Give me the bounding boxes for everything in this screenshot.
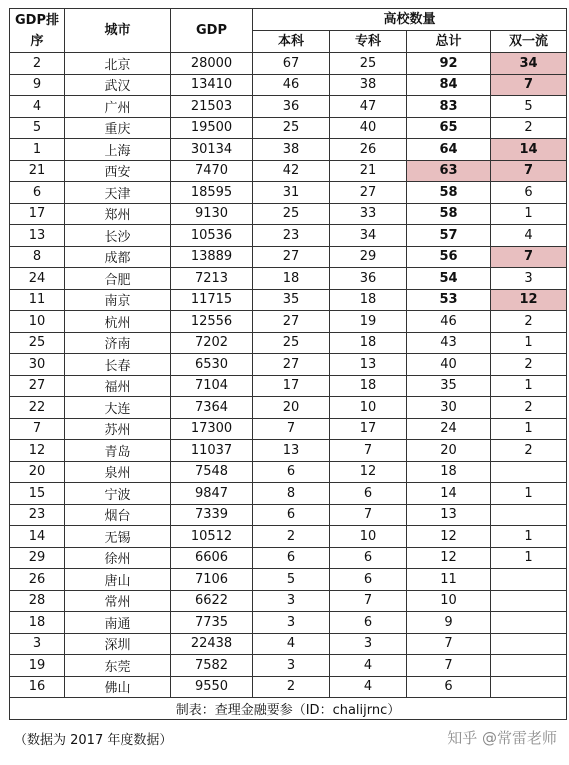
header-benke: 本科	[253, 31, 330, 53]
benke-cell: 2	[253, 676, 330, 698]
benke-cell: 25	[253, 203, 330, 225]
gdp-cell: 7582	[171, 655, 253, 677]
city-cell: 东莞	[65, 655, 171, 677]
zhuanke-cell: 34	[330, 225, 407, 247]
table-row	[10, 332, 567, 354]
total-cell: 10	[407, 590, 491, 612]
table-row	[10, 633, 567, 655]
benke-cell: 3	[253, 612, 330, 634]
double-first-class-cell: 1	[491, 375, 567, 397]
zhuanke-cell: 38	[330, 74, 407, 96]
city-cell: 重庆	[65, 117, 171, 139]
gdp-rank-cell: 20	[10, 461, 65, 483]
double-first-class-cell: 1	[491, 332, 567, 354]
total-cell: 58	[407, 203, 491, 225]
city-cell: 宁波	[65, 483, 171, 505]
table-row	[10, 246, 567, 268]
gdp-rank-cell: 8	[10, 246, 65, 268]
city-cell: 北京	[65, 53, 171, 75]
benke-cell: 42	[253, 160, 330, 182]
benke-cell: 27	[253, 311, 330, 333]
table-row	[10, 547, 567, 569]
gdp-rank-cell: 13	[10, 225, 65, 247]
table-row	[10, 182, 567, 204]
benke-cell: 20	[253, 397, 330, 419]
gdp-cell: 7213	[171, 268, 253, 290]
double-first-class-cell	[491, 676, 567, 698]
gdp-rank-cell: 25	[10, 332, 65, 354]
gdp-rank-cell: 9	[10, 74, 65, 96]
total-cell: 12	[407, 547, 491, 569]
data-year-note: （数据为 2017 年度数据）	[14, 733, 173, 748]
city-cell: 大连	[65, 397, 171, 419]
gdp-rank-cell: 23	[10, 504, 65, 526]
gdp-rank-cell: 14	[10, 526, 65, 548]
city-cell: 长沙	[65, 225, 171, 247]
gdp-rank-cell: 19	[10, 655, 65, 677]
gdp-cell: 7470	[171, 160, 253, 182]
double-first-class-cell: 1	[491, 526, 567, 548]
zhihu-watermark: 知乎 @常雷老师	[447, 729, 557, 747]
total-cell: 24	[407, 418, 491, 440]
table-row	[10, 483, 567, 505]
gdp-cell: 7735	[171, 612, 253, 634]
total-cell: 7	[407, 655, 491, 677]
benke-cell: 5	[253, 569, 330, 591]
double-first-class-cell: 1	[491, 203, 567, 225]
table-row	[10, 569, 567, 591]
table-row	[10, 268, 567, 290]
double-first-class-cell	[491, 569, 567, 591]
city-cell: 深圳	[65, 633, 171, 655]
benke-cell: 25	[253, 117, 330, 139]
double-first-class-cell: 7	[491, 160, 567, 182]
double-first-class-cell: 12	[491, 289, 567, 311]
header-total: 总计	[407, 31, 491, 53]
benke-cell: 27	[253, 246, 330, 268]
gdp-rank-cell: 11	[10, 289, 65, 311]
city-cell: 长春	[65, 354, 171, 376]
zhuanke-cell: 12	[330, 461, 407, 483]
zhuanke-cell: 27	[330, 182, 407, 204]
double-first-class-cell	[491, 612, 567, 634]
zhuanke-cell: 47	[330, 96, 407, 118]
gdp-cell: 7106	[171, 569, 253, 591]
double-first-class-cell: 2	[491, 397, 567, 419]
total-cell: 63	[407, 160, 491, 182]
benke-cell: 6	[253, 461, 330, 483]
gdp-cell: 6622	[171, 590, 253, 612]
table-credit: 制表：查理金融要参（ID：chalijrnc）	[10, 698, 567, 720]
total-cell: 57	[407, 225, 491, 247]
total-cell: 65	[407, 117, 491, 139]
gdp-rank-cell: 17	[10, 203, 65, 225]
zhuanke-cell: 25	[330, 53, 407, 75]
gdp-rank-cell: 6	[10, 182, 65, 204]
zhuanke-cell: 40	[330, 117, 407, 139]
header-university-count: 高校数量	[253, 9, 567, 31]
zhuanke-cell: 10	[330, 397, 407, 419]
table-row	[10, 440, 567, 462]
benke-cell: 17	[253, 375, 330, 397]
benke-cell: 25	[253, 332, 330, 354]
double-first-class-cell	[491, 590, 567, 612]
gdp-cell: 21503	[171, 96, 253, 118]
benke-cell: 36	[253, 96, 330, 118]
city-cell: 南通	[65, 612, 171, 634]
gdp-rank-cell: 24	[10, 268, 65, 290]
total-cell: 12	[407, 526, 491, 548]
zhuanke-cell: 18	[330, 289, 407, 311]
total-cell: 56	[407, 246, 491, 268]
double-first-class-cell: 2	[491, 117, 567, 139]
zhuanke-cell: 7	[330, 590, 407, 612]
gdp-rank-cell: 16	[10, 676, 65, 698]
gdp-rank-cell: 15	[10, 483, 65, 505]
table-row	[10, 526, 567, 548]
total-cell: 30	[407, 397, 491, 419]
total-cell: 84	[407, 74, 491, 96]
double-first-class-cell: 14	[491, 139, 567, 161]
table-row	[10, 590, 567, 612]
table-row	[10, 203, 567, 225]
total-cell: 6	[407, 676, 491, 698]
gdp-cell: 9550	[171, 676, 253, 698]
gdp-rank-cell: 30	[10, 354, 65, 376]
gdp-cell: 12556	[171, 311, 253, 333]
total-cell: 46	[407, 311, 491, 333]
benke-cell: 13	[253, 440, 330, 462]
double-first-class-cell: 2	[491, 311, 567, 333]
gdp-rank-cell: 12	[10, 440, 65, 462]
city-cell: 泉州	[65, 461, 171, 483]
gdp-rank-cell: 1	[10, 139, 65, 161]
total-cell: 20	[407, 440, 491, 462]
table-row	[10, 397, 567, 419]
zhuanke-cell: 17	[330, 418, 407, 440]
total-cell: 18	[407, 461, 491, 483]
double-first-class-cell: 4	[491, 225, 567, 247]
benke-cell: 6	[253, 547, 330, 569]
gdp-rank-cell: 21	[10, 160, 65, 182]
gdp-cell: 11715	[171, 289, 253, 311]
gdp-cell: 17300	[171, 418, 253, 440]
gdp-cell: 13889	[171, 246, 253, 268]
total-cell: 53	[407, 289, 491, 311]
gdp-cell: 11037	[171, 440, 253, 462]
city-cell: 福州	[65, 375, 171, 397]
total-cell: 7	[407, 633, 491, 655]
double-first-class-cell: 2	[491, 440, 567, 462]
gdp-rank-cell: 28	[10, 590, 65, 612]
gdp-rank-cell: 2	[10, 53, 65, 75]
benke-cell: 18	[253, 268, 330, 290]
city-cell: 上海	[65, 139, 171, 161]
gdp-cell: 10512	[171, 526, 253, 548]
gdp-cell: 19500	[171, 117, 253, 139]
city-cell: 南京	[65, 289, 171, 311]
gdp-rank-cell: 29	[10, 547, 65, 569]
city-cell: 徐州	[65, 547, 171, 569]
city-cell: 天津	[65, 182, 171, 204]
header-gdp-rank: GDP排序	[10, 9, 65, 53]
double-first-class-cell: 1	[491, 483, 567, 505]
header-gdp: GDP	[171, 9, 253, 53]
city-cell: 武汉	[65, 74, 171, 96]
benke-cell: 6	[253, 504, 330, 526]
total-cell: 13	[407, 504, 491, 526]
benke-cell: 38	[253, 139, 330, 161]
city-cell: 济南	[65, 332, 171, 354]
double-first-class-cell: 6	[491, 182, 567, 204]
zhuanke-cell: 7	[330, 504, 407, 526]
benke-cell: 35	[253, 289, 330, 311]
double-first-class-cell: 3	[491, 268, 567, 290]
city-university-table	[9, 8, 567, 720]
double-first-class-cell: 7	[491, 74, 567, 96]
zhuanke-cell: 6	[330, 612, 407, 634]
city-cell: 佛山	[65, 676, 171, 698]
total-cell: 58	[407, 182, 491, 204]
double-first-class-cell: 2	[491, 354, 567, 376]
gdp-cell: 7202	[171, 332, 253, 354]
zhuanke-cell: 26	[330, 139, 407, 161]
zhuanke-cell: 7	[330, 440, 407, 462]
city-cell: 西安	[65, 160, 171, 182]
table-row	[10, 96, 567, 118]
gdp-rank-cell: 10	[10, 311, 65, 333]
table-row	[10, 53, 567, 75]
zhuanke-cell: 29	[330, 246, 407, 268]
table-row	[10, 225, 567, 247]
gdp-cell: 6606	[171, 547, 253, 569]
city-cell: 合肥	[65, 268, 171, 290]
total-cell: 43	[407, 332, 491, 354]
double-first-class-cell	[491, 504, 567, 526]
total-cell: 92	[407, 53, 491, 75]
total-cell: 35	[407, 375, 491, 397]
gdp-cell: 28000	[171, 53, 253, 75]
table-row	[10, 139, 567, 161]
table-row	[10, 676, 567, 698]
zhuanke-cell: 13	[330, 354, 407, 376]
double-first-class-cell	[491, 461, 567, 483]
double-first-class-cell: 34	[491, 53, 567, 75]
gdp-rank-cell: 27	[10, 375, 65, 397]
zhuanke-cell: 4	[330, 676, 407, 698]
city-cell: 烟台	[65, 504, 171, 526]
zhuanke-cell: 33	[330, 203, 407, 225]
zhuanke-cell: 36	[330, 268, 407, 290]
zhuanke-cell: 21	[330, 160, 407, 182]
zhuanke-cell: 6	[330, 483, 407, 505]
gdp-cell: 18595	[171, 182, 253, 204]
zhuanke-cell: 18	[330, 332, 407, 354]
city-cell: 无锡	[65, 526, 171, 548]
benke-cell: 2	[253, 526, 330, 548]
benke-cell: 27	[253, 354, 330, 376]
city-cell: 常州	[65, 590, 171, 612]
gdp-rank-cell: 18	[10, 612, 65, 634]
gdp-cell: 9847	[171, 483, 253, 505]
total-cell: 64	[407, 139, 491, 161]
double-first-class-cell	[491, 633, 567, 655]
gdp-rank-cell: 5	[10, 117, 65, 139]
table-row	[10, 655, 567, 677]
gdp-cell: 13410	[171, 74, 253, 96]
table-row	[10, 160, 567, 182]
total-cell: 40	[407, 354, 491, 376]
gdp-rank-cell: 3	[10, 633, 65, 655]
zhuanke-cell: 6	[330, 547, 407, 569]
benke-cell: 4	[253, 633, 330, 655]
zhuanke-cell: 6	[330, 569, 407, 591]
city-cell: 广州	[65, 96, 171, 118]
double-first-class-cell: 1	[491, 547, 567, 569]
table-row	[10, 289, 567, 311]
table-row	[10, 375, 567, 397]
header-zhuanke: 专科	[330, 31, 407, 53]
double-first-class-cell: 1	[491, 418, 567, 440]
zhuanke-cell: 3	[330, 633, 407, 655]
table-row	[10, 74, 567, 96]
double-first-class-cell	[491, 655, 567, 677]
table-row	[10, 354, 567, 376]
gdp-cell: 7104	[171, 375, 253, 397]
gdp-cell: 7364	[171, 397, 253, 419]
total-cell: 9	[407, 612, 491, 634]
table-row	[10, 418, 567, 440]
gdp-cell: 7548	[171, 461, 253, 483]
double-first-class-cell: 7	[491, 246, 567, 268]
total-cell: 83	[407, 96, 491, 118]
city-cell: 杭州	[65, 311, 171, 333]
gdp-cell: 7339	[171, 504, 253, 526]
city-cell: 成都	[65, 246, 171, 268]
benke-cell: 7	[253, 418, 330, 440]
table-row	[10, 311, 567, 333]
gdp-rank-cell: 22	[10, 397, 65, 419]
gdp-cell: 22438	[171, 633, 253, 655]
gdp-cell: 9130	[171, 203, 253, 225]
total-cell: 54	[407, 268, 491, 290]
benke-cell: 46	[253, 74, 330, 96]
table-row	[10, 461, 567, 483]
zhuanke-cell: 18	[330, 375, 407, 397]
benke-cell: 3	[253, 655, 330, 677]
gdp-cell: 6530	[171, 354, 253, 376]
city-cell: 苏州	[65, 418, 171, 440]
gdp-rank-cell: 4	[10, 96, 65, 118]
benke-cell: 8	[253, 483, 330, 505]
benke-cell: 31	[253, 182, 330, 204]
zhuanke-cell: 19	[330, 311, 407, 333]
header-city: 城市	[65, 9, 171, 53]
city-cell: 唐山	[65, 569, 171, 591]
header-double-first-class: 双一流	[491, 31, 567, 53]
gdp-rank-cell: 7	[10, 418, 65, 440]
zhuanke-cell: 4	[330, 655, 407, 677]
gdp-cell: 10536	[171, 225, 253, 247]
zhuanke-cell: 10	[330, 526, 407, 548]
table-row	[10, 612, 567, 634]
double-first-class-cell: 5	[491, 96, 567, 118]
city-cell: 郑州	[65, 203, 171, 225]
benke-cell: 3	[253, 590, 330, 612]
total-cell: 14	[407, 483, 491, 505]
total-cell: 11	[407, 569, 491, 591]
gdp-rank-cell: 26	[10, 569, 65, 591]
benke-cell: 23	[253, 225, 330, 247]
table-row	[10, 504, 567, 526]
benke-cell: 67	[253, 53, 330, 75]
table-row	[10, 117, 567, 139]
gdp-cell: 30134	[171, 139, 253, 161]
city-cell: 青岛	[65, 440, 171, 462]
